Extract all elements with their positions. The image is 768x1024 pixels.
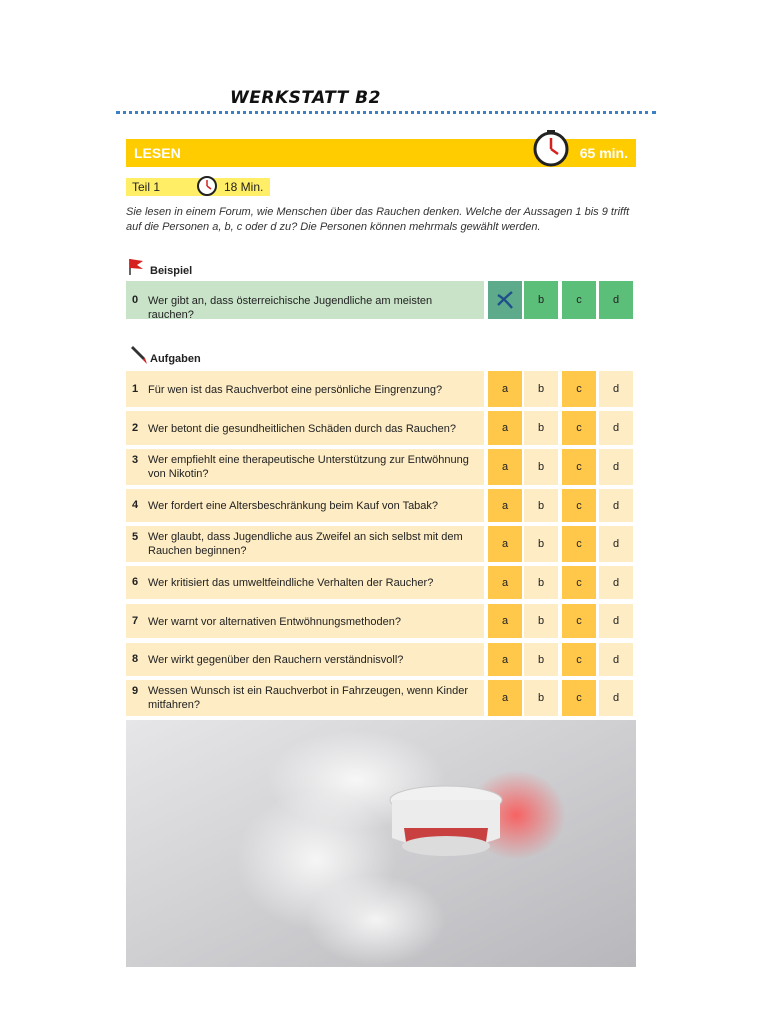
section-duration: 65 min. — [579, 145, 628, 161]
example-question-cell — [126, 281, 484, 319]
question-cell — [126, 489, 484, 522]
question-number: 1 — [132, 383, 139, 395]
cross-mark-icon — [494, 289, 516, 311]
example-heading: Beispiel — [150, 265, 193, 277]
part-duration: 18 Min. — [224, 180, 264, 194]
option-d[interactable]: d — [599, 371, 633, 407]
option-d[interactable]: d — [599, 449, 633, 485]
part-label: Teil 1 — [132, 180, 161, 194]
option-c[interactable]: c — [562, 411, 596, 445]
option-a[interactable]: a — [488, 449, 522, 485]
flag-icon — [128, 257, 146, 277]
option-d[interactable]: d — [599, 281, 633, 319]
section-title: LESEN — [134, 145, 181, 161]
option-d[interactable]: d — [599, 526, 633, 562]
pencil-icon — [128, 345, 148, 365]
question-text: Für wen ist das Rauchverbot eine persönliche Eingrenzung? — [148, 384, 443, 396]
clock-icon — [532, 129, 570, 167]
question-text: Wer wirkt gegenüber den Rauchern verständnisvoll? — [148, 654, 404, 666]
question-number: 8 — [132, 653, 139, 665]
task-row — [126, 411, 636, 445]
question-cell — [126, 566, 484, 599]
option-a-selected[interactable] — [488, 281, 522, 319]
option-a[interactable]: a — [488, 566, 522, 599]
question-number: 3 — [132, 454, 139, 466]
question-number: 5 — [132, 531, 139, 543]
option-b[interactable]: b — [524, 566, 558, 599]
question-cell — [126, 643, 484, 676]
option-c[interactable]: c — [562, 526, 596, 562]
question-number: 4 — [132, 499, 139, 511]
task-row — [126, 643, 636, 676]
option-b[interactable]: b — [524, 449, 558, 485]
option-c[interactable]: c — [562, 489, 596, 522]
option-d[interactable]: d — [599, 604, 633, 638]
smoke-detector-photo — [126, 720, 636, 967]
option-c[interactable]: c — [562, 604, 596, 638]
option-a[interactable]: a — [488, 643, 522, 676]
instructions-text: Sie lesen in einem Forum, wie Menschen über das Rauchen denken. Welche der Aussagen 1 bis 9 trifft auf die Personen a, b, c oder d zu? Die Personen können mehrmals gewählt werden. — [126, 206, 630, 233]
option-b[interactable]: b — [524, 604, 558, 638]
task-row — [126, 566, 636, 599]
question-text: Wer warnt vor alternativen Entwöhnungsmethoden? — [148, 616, 401, 628]
option-c[interactable]: c — [562, 680, 596, 716]
option-b[interactable]: b — [524, 411, 558, 445]
task-row — [126, 489, 636, 522]
question-number: 9 — [132, 685, 139, 697]
option-c[interactable]: c — [562, 643, 596, 676]
question-text: Wessen Wunsch ist ein Rauchverbot in Fahrzeugen, wenn Kinder mitfahren? — [148, 685, 468, 711]
question-text: Wer kritisiert das umweltfeindliche Verhalten der Raucher? — [148, 577, 434, 589]
question-cell — [126, 411, 484, 445]
question-cell — [126, 604, 484, 638]
option-a[interactable]: a — [488, 371, 522, 407]
question-number: 7 — [132, 615, 139, 627]
option-c[interactable]: c — [562, 449, 596, 485]
option-d[interactable]: d — [599, 566, 633, 599]
option-a[interactable]: a — [488, 680, 522, 716]
option-d[interactable]: d — [599, 411, 633, 445]
option-c[interactable]: c — [562, 281, 596, 319]
option-c[interactable]: c — [562, 566, 596, 599]
task-row — [126, 526, 636, 562]
option-b[interactable]: b — [524, 643, 558, 676]
question-cell — [126, 680, 484, 716]
question-text: Wer glaubt, dass Jugendliche aus Zweifel an sich selbst mit dem Rauchen beginnen? — [148, 531, 463, 557]
clock-icon-small — [196, 175, 218, 197]
question-number: 2 — [132, 422, 139, 434]
dotted-divider — [116, 111, 656, 114]
option-b[interactable]: b — [524, 489, 558, 522]
question-cell — [126, 371, 484, 407]
example-row — [126, 281, 636, 319]
option-d[interactable]: d — [599, 680, 633, 716]
question-cell — [126, 449, 484, 485]
question-text: Wer fordert eine Altersbeschränkung beim Kauf von Tabak? — [148, 500, 439, 512]
question-cell — [126, 526, 484, 562]
question-text: Wer betont die gesundheitlichen Schäden durch das Rauchen? — [148, 423, 457, 435]
option-a[interactable]: a — [488, 526, 522, 562]
question-text: Wer gibt an, dass österreichische Jugendliche am meisten rauchen? — [148, 295, 433, 321]
option-b[interactable]: b — [524, 281, 558, 319]
option-d[interactable]: d — [599, 643, 633, 676]
question-number: 6 — [132, 576, 139, 588]
option-b[interactable]: b — [524, 680, 558, 716]
option-d[interactable]: d — [599, 489, 633, 522]
brand-title: WERKSTATT B2 — [230, 88, 381, 108]
task-row — [126, 449, 636, 485]
task-row — [126, 680, 636, 716]
option-a[interactable]: a — [488, 411, 522, 445]
option-c[interactable]: c — [562, 371, 596, 407]
tasks-heading: Aufgaben — [150, 353, 201, 365]
task-row — [126, 604, 636, 638]
question-number: 0 — [132, 294, 139, 306]
option-a[interactable]: a — [488, 604, 522, 638]
task-row — [126, 371, 636, 407]
option-b[interactable]: b — [524, 371, 558, 407]
question-text: Wer empfiehlt eine therapeutische Unterstützung zur Entwöhnung von Nikotin? — [148, 454, 469, 480]
option-a[interactable]: a — [488, 489, 522, 522]
option-b[interactable]: b — [524, 526, 558, 562]
